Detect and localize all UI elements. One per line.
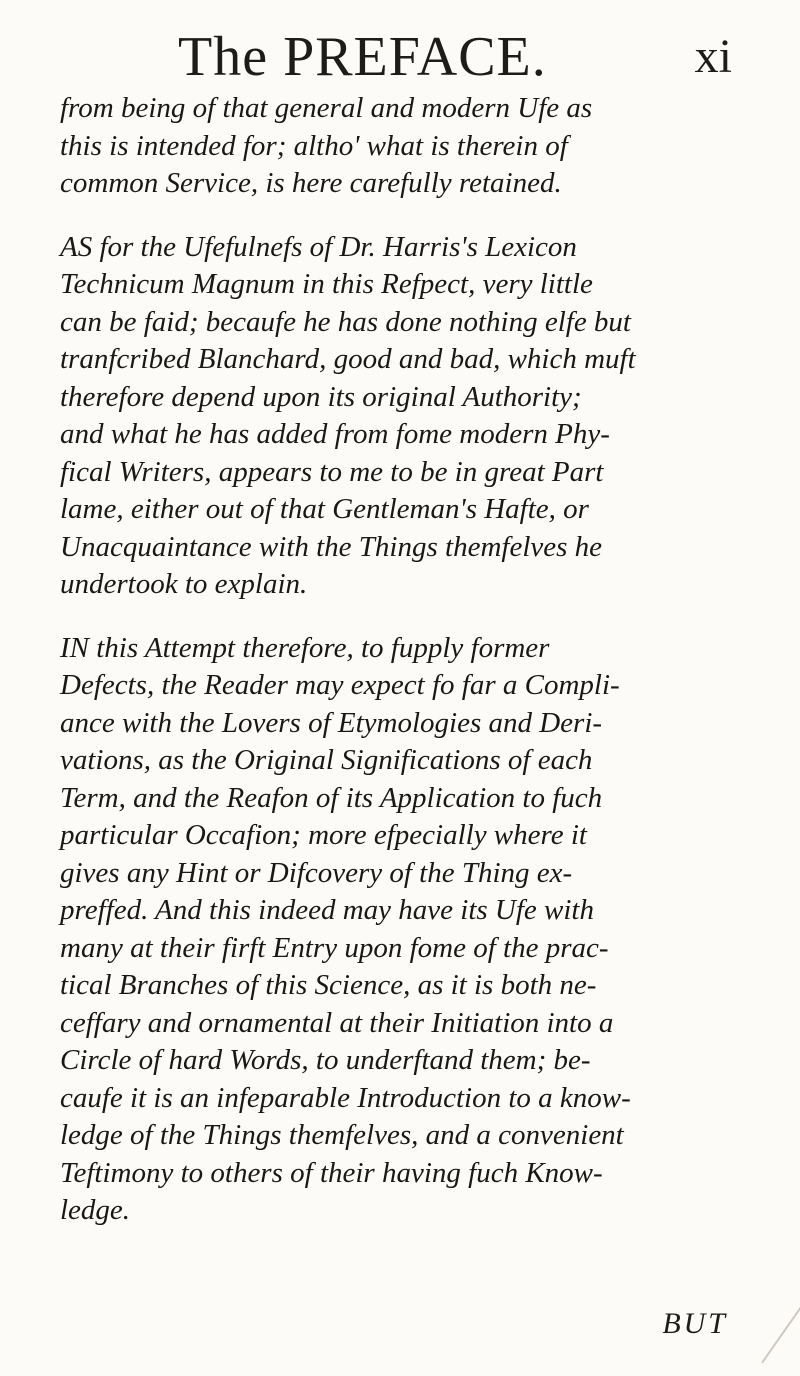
running-title: The PREFACE. xyxy=(178,26,547,88)
page-header xyxy=(60,22,732,92)
paragraph-1: from being of that general and modern Ufe as this is intended for; altho' what is therein of common Service, is here carefully retained. xyxy=(60,92,593,199)
page-number: xi xyxy=(694,30,732,83)
catchword: BUT xyxy=(662,1307,728,1340)
paragraph-2: AS for the Ufefulnefs of Dr. Harris's Lexicon Technicum Magnum in this Refpect, very little can be faid; becaufe he has done nothing elfe but tranfcribed Blanchard, good and bad, which muft therefore depend upon its original Authority; and what he has added from fome modern Phy- fical Writers, appears to me to be in great Part lame, either out of that Gentleman's Hafte, or Unacquaintance with the Things themfelves he undertook to explain. xyxy=(60,230,636,600)
preface-text xyxy=(60,90,740,1256)
paragraph-3: IN this Attempt therefore, to fupply former Defects, the Reader may expect fo far a Compli- ance with the Lovers of Etymologies and Deri- vations, as the Original Significations of each Term, and the Reafon of its Application to fuch particular Occafion; more efpecially where it gives any Hint or Difcovery of the Thing ex- preffed. And this indeed may have its Ufe with many at their firft Entry upon fome of the prac- tical Branches of this Science, as it is both ne- ceffary and ornamental at their Initiation into a Circle of hard Words, to underftand them; be- caufe it is an infeparable Introduction to a know- ledge of the Things themfelves, and a convenient Teftimony to others of their having fuch Know- ledge. xyxy=(60,631,631,1226)
margin-pencil-mark xyxy=(761,1297,800,1364)
